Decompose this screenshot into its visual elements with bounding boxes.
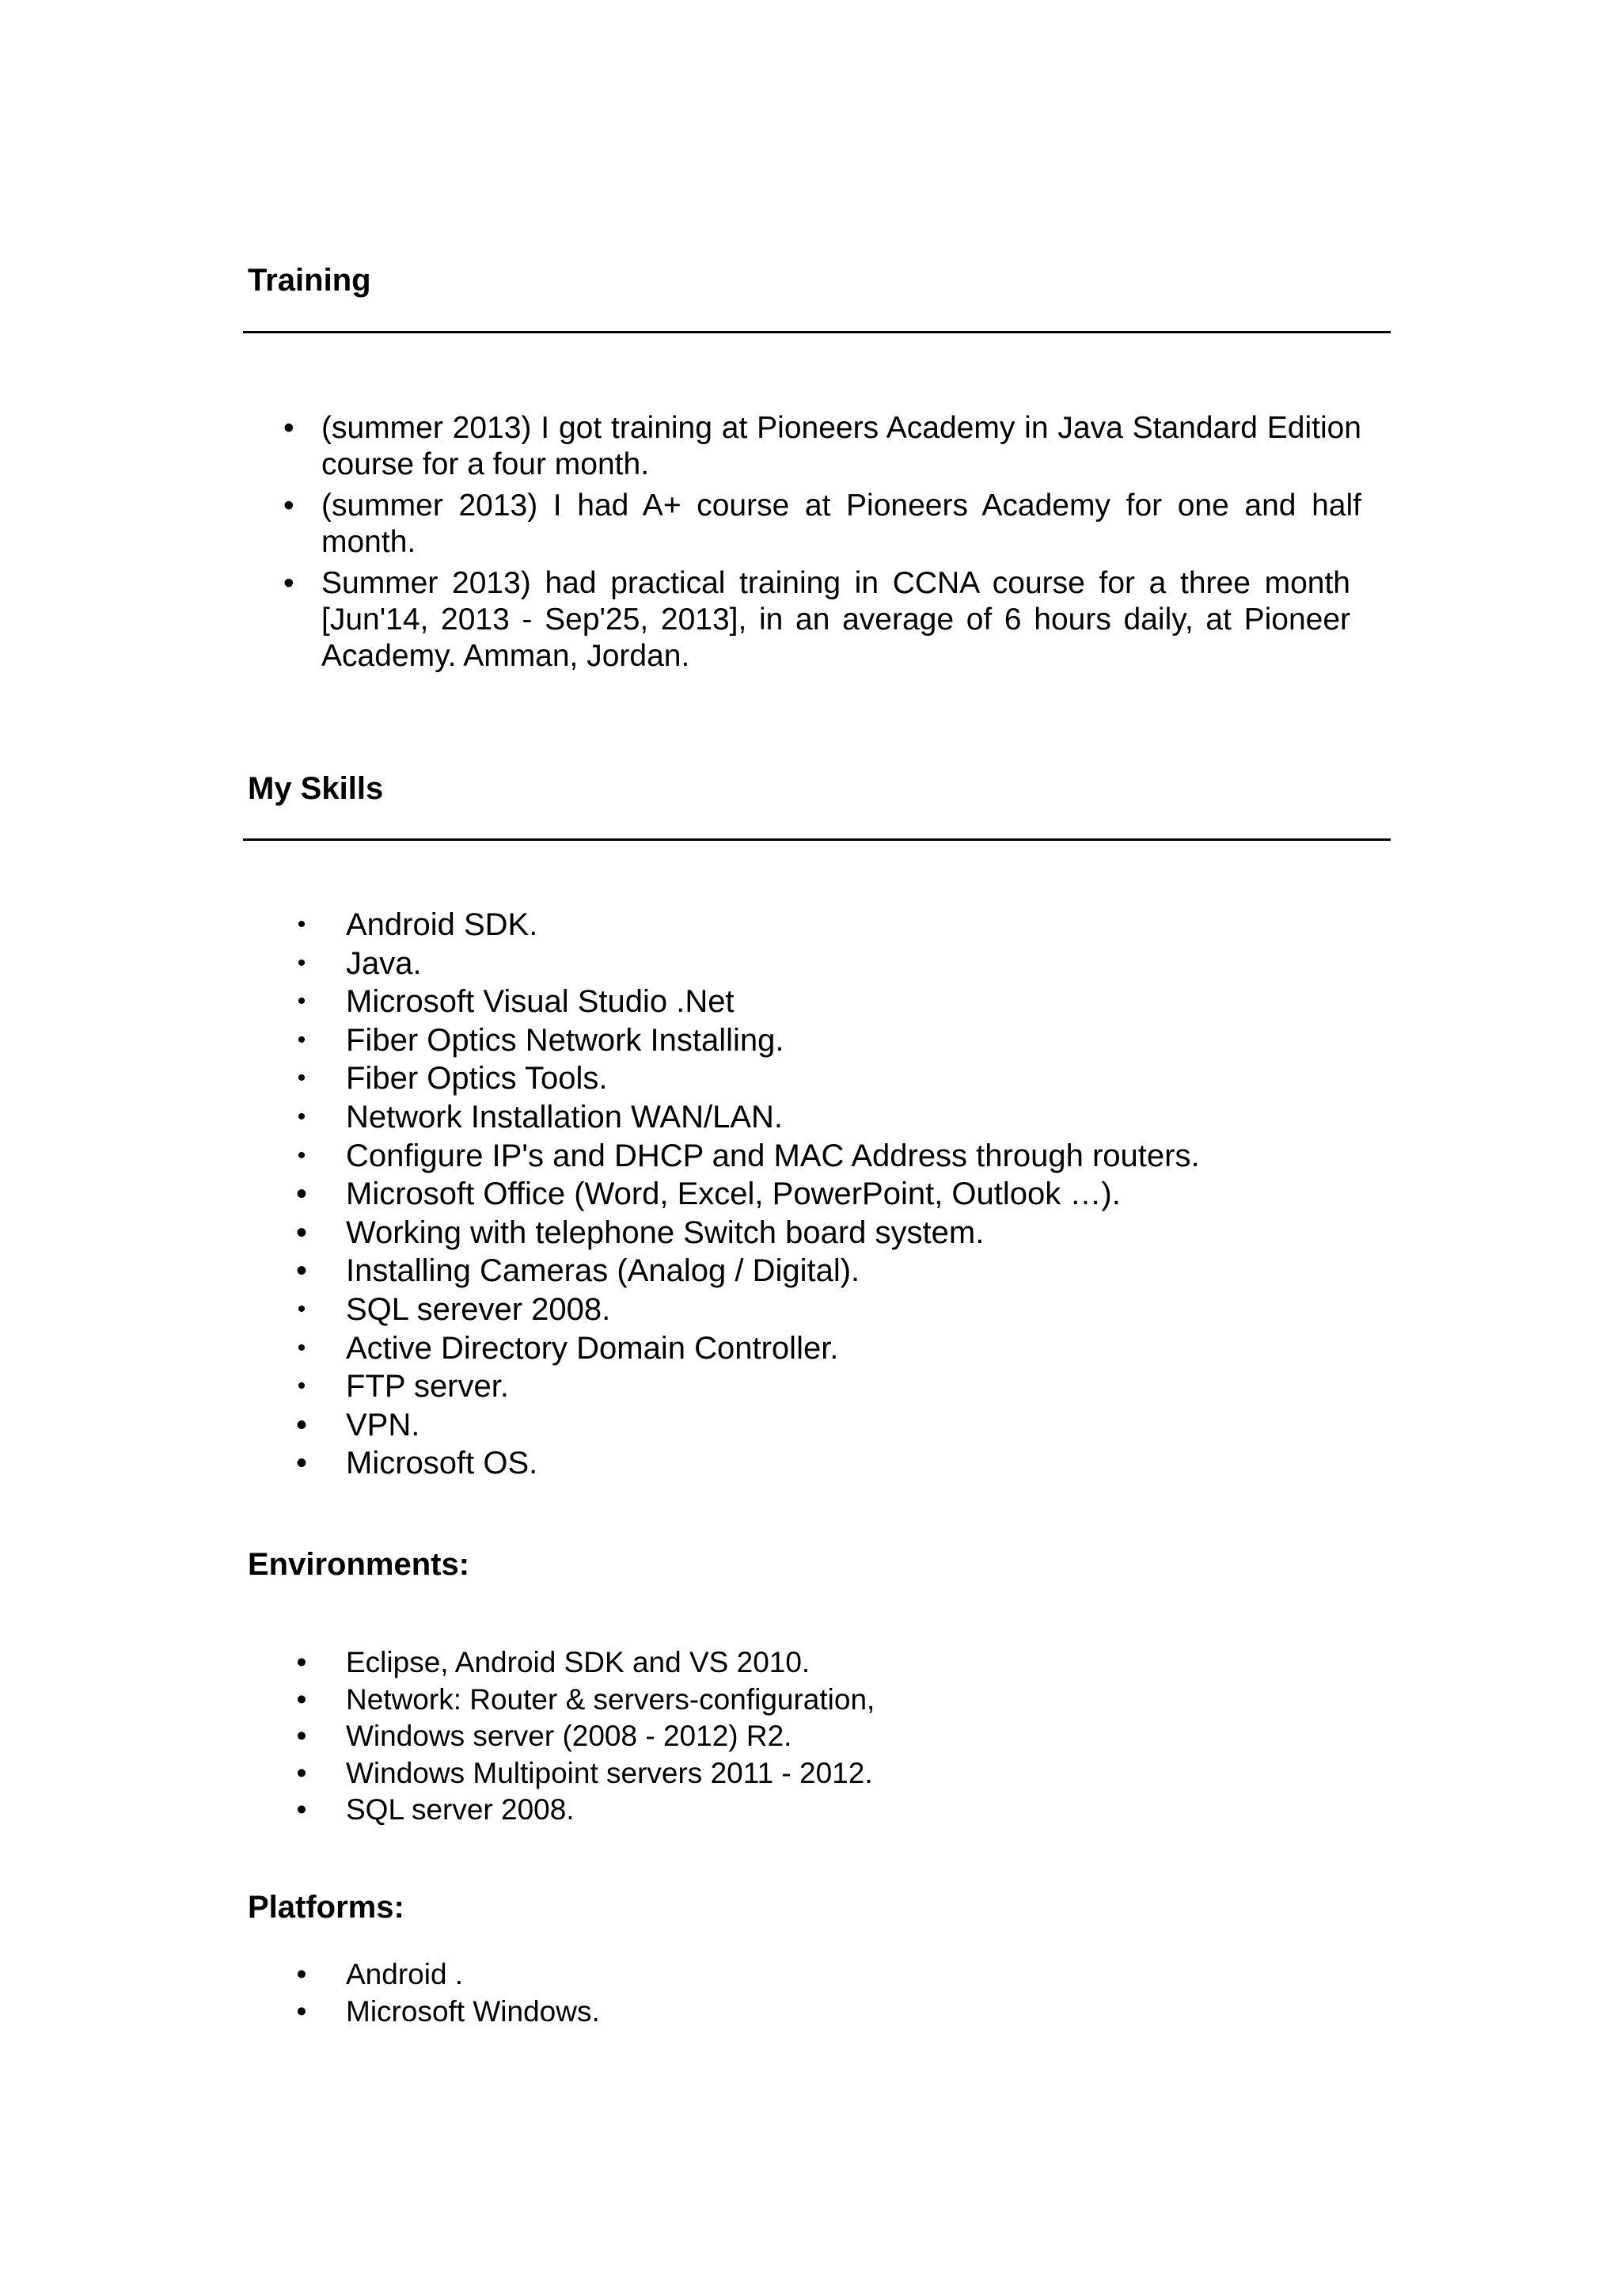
skills-list bbox=[289, 906, 1200, 1483]
skill-item-text: Microsoft OS. bbox=[346, 1446, 538, 1481]
skill-item bbox=[289, 945, 1200, 983]
bullet-icon: • bbox=[296, 1756, 307, 1789]
bullet-icon: • bbox=[296, 1720, 307, 1752]
environment-item bbox=[289, 1644, 875, 1682]
bullet-icon: • bbox=[296, 1958, 307, 1990]
bullet-icon: • bbox=[297, 911, 306, 937]
skill-item-text: Microsoft Visual Studio .Net bbox=[346, 984, 735, 1020]
bullet-icon: • bbox=[297, 1295, 306, 1322]
bullet-icon: • bbox=[295, 1215, 307, 1250]
bullet-icon: • bbox=[297, 988, 306, 1015]
skill-item bbox=[289, 1252, 1200, 1291]
skill-item-text: Java. bbox=[346, 945, 422, 981]
skill-item bbox=[289, 1059, 1200, 1098]
platform-item-text: Microsoft Windows. bbox=[346, 1994, 600, 2028]
skill-item-text: Fiber Optics Tools. bbox=[346, 1061, 608, 1097]
skill-item-text: VPN. bbox=[346, 1407, 420, 1443]
skill-item-text: Installing Cameras (Analog / Digital). bbox=[346, 1253, 860, 1289]
bullet-icon: • bbox=[283, 566, 294, 600]
skill-item-text: Network Installation WAN/LAN. bbox=[346, 1099, 784, 1135]
bullet-icon: • bbox=[296, 1994, 307, 2028]
platform-item bbox=[289, 1994, 600, 2031]
skill-item bbox=[289, 1406, 1200, 1445]
bullet-icon: • bbox=[297, 1334, 306, 1361]
training-item-text: Summer 2013) had practical training in CCNA course for a three month [Jun'14, 2013 - Sep'25, 2013], in an average of 6 hours daily, at Pioneer Academy. Amman, Jordan. bbox=[321, 566, 1350, 673]
training-list bbox=[283, 410, 1361, 675]
skill-item bbox=[289, 983, 1200, 1021]
bullet-icon: • bbox=[295, 1177, 307, 1212]
environment-item bbox=[289, 1792, 875, 1829]
skill-item-text: SQL serever 2008. bbox=[346, 1291, 611, 1327]
bullet-icon: • bbox=[283, 411, 294, 445]
platforms-heading: Platforms: bbox=[248, 1890, 404, 1925]
bullet-icon: • bbox=[297, 949, 306, 976]
bullet-icon: • bbox=[283, 488, 294, 523]
training-item bbox=[283, 488, 1361, 561]
skill-item-text: Configure IP's and DHCP and MAC Address through routers. bbox=[346, 1138, 1200, 1173]
bullet-icon: • bbox=[297, 1142, 306, 1169]
environments-heading: Environments: bbox=[248, 1547, 470, 1582]
training-item-text: (summer 2013) I got training at Pioneers Academy in Java Standard Edition course for a four month. bbox=[321, 411, 1361, 481]
skill-item bbox=[289, 1367, 1200, 1406]
bullet-icon: • bbox=[296, 1793, 307, 1826]
skill-item-text: Microsoft Office (Word, Excel, PowerPoint, Outlook …). bbox=[346, 1177, 1121, 1212]
training-divider bbox=[243, 331, 1391, 333]
skills-divider bbox=[243, 838, 1391, 841]
bullet-icon: • bbox=[295, 1253, 307, 1289]
training-item-text: (summer 2013) I had A+ course at Pioneers Academy for one and half month. bbox=[321, 488, 1361, 559]
skill-item-text: Android SDK. bbox=[346, 907, 538, 942]
skill-item-text: Fiber Optics Network Installing. bbox=[346, 1022, 784, 1058]
skill-item bbox=[289, 1329, 1200, 1368]
skill-item bbox=[289, 1444, 1200, 1483]
skill-item bbox=[289, 906, 1200, 945]
skill-item bbox=[289, 1291, 1200, 1329]
environments-list bbox=[289, 1644, 875, 1829]
environment-item-text: Windows Multipoint servers 2011 - 2012. bbox=[346, 1756, 873, 1789]
environment-item-text: Eclipse, Android SDK and VS 2010. bbox=[346, 1646, 810, 1678]
environment-item-text: Network: Router & servers-configuration, bbox=[346, 1682, 875, 1716]
skill-item bbox=[289, 1021, 1200, 1060]
environment-item-text: Windows server (2008 - 2012) R2. bbox=[346, 1720, 792, 1752]
skill-item bbox=[289, 1175, 1200, 1214]
bullet-icon: • bbox=[296, 1646, 307, 1678]
bullet-icon: • bbox=[295, 1446, 307, 1481]
skill-item bbox=[289, 1137, 1200, 1176]
skill-item bbox=[289, 1214, 1200, 1253]
platform-item-text: Android . bbox=[346, 1958, 464, 1990]
skills-heading: My Skills bbox=[248, 771, 384, 806]
skill-item-text: FTP server. bbox=[346, 1369, 509, 1405]
platform-item bbox=[289, 1956, 600, 1994]
bullet-icon: • bbox=[297, 1065, 306, 1092]
bullet-icon: • bbox=[295, 1407, 307, 1443]
bullet-icon: • bbox=[297, 1026, 306, 1053]
training-item bbox=[283, 410, 1361, 483]
training-item bbox=[283, 565, 1350, 675]
environment-item bbox=[289, 1718, 875, 1755]
platforms-list bbox=[289, 1956, 600, 2030]
environment-item bbox=[289, 1682, 875, 1719]
skill-item-text: Working with telephone Switch board system. bbox=[346, 1215, 985, 1250]
skill-item-text: Active Directory Domain Controller. bbox=[346, 1330, 839, 1366]
environment-item bbox=[289, 1755, 875, 1792]
skill-item bbox=[289, 1098, 1200, 1137]
environment-item-text: SQL server 2008. bbox=[346, 1793, 575, 1826]
bullet-icon: • bbox=[296, 1682, 307, 1716]
training-heading: Training bbox=[248, 263, 371, 298]
bullet-icon: • bbox=[297, 1103, 306, 1130]
bullet-icon: • bbox=[297, 1373, 306, 1400]
